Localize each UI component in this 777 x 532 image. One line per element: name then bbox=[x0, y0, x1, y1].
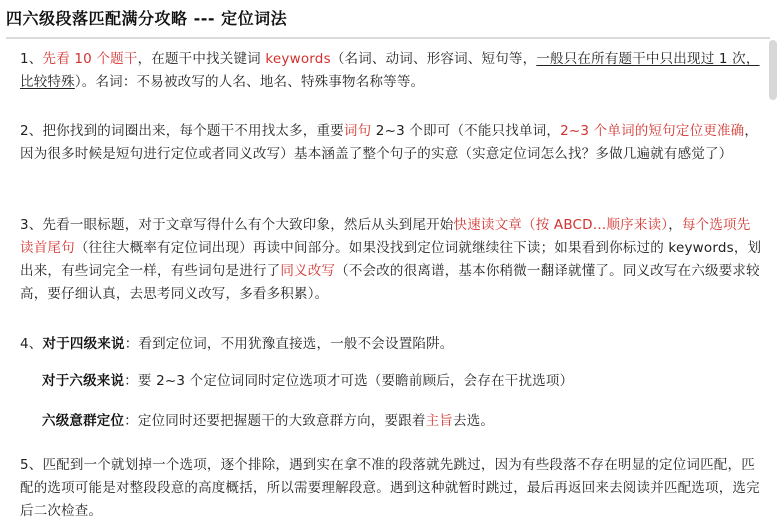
body-text: ）。名词：不易被改写的人名、地名、特殊事物名称等等。 bbox=[74, 74, 425, 90]
paragraph-4 bbox=[20, 333, 764, 356]
paragraph-1 bbox=[20, 48, 764, 94]
bold-label: 六级意群定位 bbox=[42, 413, 125, 429]
paragraph-number: 5、 bbox=[20, 457, 43, 473]
highlight-text: 每个选项先读首尾句 bbox=[20, 217, 751, 256]
body-text: ，在题干中找关键词 bbox=[137, 51, 266, 67]
page-title: 四六级段落匹配满分攻略 --- 定位词法 bbox=[6, 6, 770, 39]
body-text: 先看一眼标题，对于文章写得什么有个大致印象，然后从头到尾开始 bbox=[42, 217, 454, 233]
highlight-text: 词句 bbox=[343, 123, 372, 139]
body-text: 去选。 bbox=[453, 413, 495, 429]
body-text: ：要 2~3 个定位词同时定位选项才可选（要瞻前顾后，会存在干扰选项） bbox=[124, 373, 574, 389]
body-text: ， bbox=[668, 217, 682, 233]
highlight-text: 2~3 个单词的短句定位更准确 bbox=[560, 123, 745, 139]
paragraph-number: 4、 bbox=[20, 336, 43, 352]
scrollbar-thumb[interactable] bbox=[769, 40, 777, 100]
paragraph-3 bbox=[20, 214, 764, 306]
highlight-text: 同义改写 bbox=[280, 263, 336, 279]
body-text: 把你找到的词圈出来，每个题干不用找太多，重要 bbox=[42, 123, 344, 139]
highlight-text: 快速读文章（按 ABCD…顺序来读） bbox=[453, 217, 669, 233]
paragraph-4-cet6 bbox=[42, 370, 764, 393]
highlight-text: 主旨 bbox=[425, 413, 454, 429]
paragraph-4-sense-group bbox=[42, 410, 764, 433]
paragraph-number: 1、 bbox=[20, 51, 43, 67]
body-text: ，因为很多时候是短句进行定位或者同义改写）基本涵盖了整个句子的实意（实意定位词怎么找？多做几遍就有感觉了） bbox=[20, 123, 759, 162]
paragraph-number: 3、 bbox=[20, 217, 43, 233]
body-text: （不会改的很离谱，基本你稍微一翻译就懂了。同义改写在六级要求较高，要仔细认真，去思考同义改写，多看多积累）。 bbox=[20, 263, 760, 302]
bold-label: 对于六级来说 bbox=[42, 373, 125, 389]
highlight-text: 先看 10 个题干 bbox=[42, 51, 138, 67]
body-text: （往往大概率有定位词出现）再读中间部分。如果没找到定位词就继续往下读；如果看到你标过的 keywords，划出来，有些词完全一样，有些词句是进行了 bbox=[20, 240, 762, 279]
body-text: 匹配到一个就划掉一个选项，逐个排除，遇到实在拿不准的段落就先跳过，因为有些段落不存在明显的定位词匹配，匹配的选项可能是对整段段意的高度概括，所以需要理解段意。遇到这种就暂时跳过，最后再返回来去阅读并匹配选项，选完后二次检查。 bbox=[20, 457, 760, 519]
underlined-text: 一般只在所有题干中只出现过 1 次，比较特殊 bbox=[20, 51, 760, 90]
paragraph-number: 2、 bbox=[20, 123, 43, 139]
bold-label: 对于四级来说 bbox=[42, 336, 125, 352]
highlight-keywords: keywords bbox=[265, 51, 331, 67]
body-text: （名词、动词、形容词、短句等， bbox=[330, 51, 537, 67]
paragraph-2 bbox=[20, 120, 764, 166]
paragraph-5 bbox=[20, 454, 764, 523]
body-text: ：定位同时还要把握题干的大致意群方向，要跟着 bbox=[124, 413, 426, 429]
body-text: 2~3 个即可（不能只找单词， bbox=[371, 123, 561, 139]
body-text: ：看到定位词，不用犹豫直接选，一般不会设置陷阱。 bbox=[124, 336, 454, 352]
